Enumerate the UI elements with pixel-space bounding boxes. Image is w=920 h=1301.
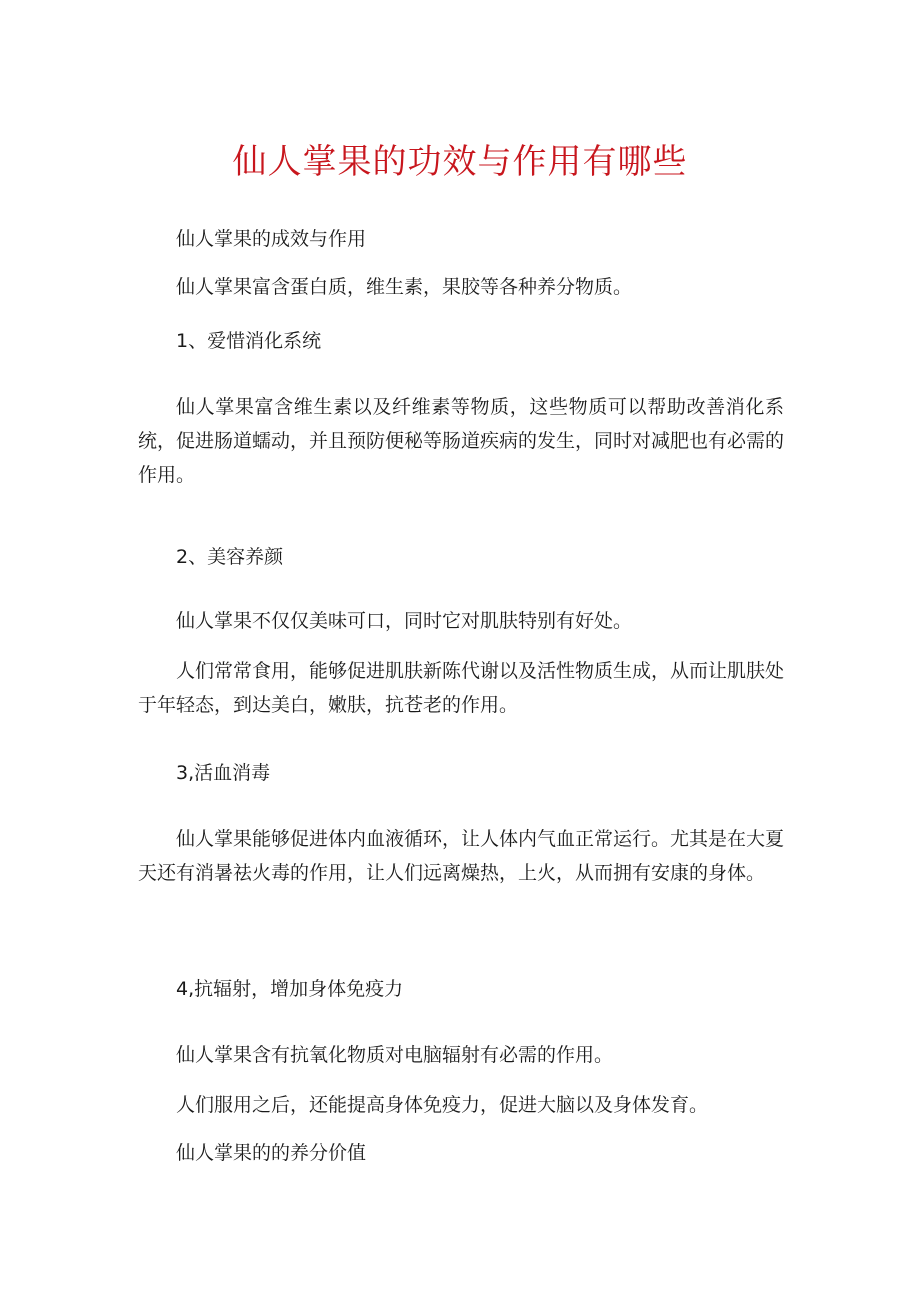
section-heading-3: 3,活血消毒 — [176, 762, 271, 784]
section-heading-4: 4,抗辐射，增加身体免疫力 — [176, 978, 404, 1000]
section-heading-2: 2、美容养颜 — [176, 546, 284, 568]
paragraph-section-2b: 人们常常食用，能够促进肌肤新陈代谢以及活性物质生成，从而让肌肤处于年轻态，到达美白，嫩肤，抗苍老的作用。 — [138, 660, 785, 716]
paragraph-intro: 仙人掌果富含蛋白质，维生素，果胶等各种养分物质。 — [176, 276, 633, 298]
section-heading-1: 1、爱惜消化系统 — [176, 330, 322, 352]
section-heading-nutrition: 仙人掌果的的养分价值 — [176, 1142, 367, 1164]
paragraph-section-4a: 仙人掌果含有抗氧化物质对电脑辐射有必需的作用。 — [176, 1044, 614, 1066]
paragraph-section-3: 仙人掌果能够促进体内血液循环，让人体内气血正常运行。尤其是在大夏天还有消暑祛火毒的作用，让人们远离燥热，上火，从而拥有安康的身体。 — [138, 828, 785, 884]
paragraph-intro-heading: 仙人掌果的成效与作用 — [176, 228, 367, 250]
paragraph-section-1: 仙人掌果富含维生素以及纤维素等物质，这些物质可以帮助改善消化系统，促进肠道蠕动，并且预防便秘等肠道疾病的发生，同时对减肥也有必需的作用。 — [138, 396, 785, 486]
document-title: 仙人掌果的功效与作用有哪些 — [232, 142, 688, 182]
paragraph-section-4b: 人们服用之后，还能提高身体免疫力，促进大脑以及身体发育。 — [176, 1094, 709, 1116]
paragraph-section-2a: 仙人掌果不仅仅美味可口，同时它对肌肤特别有好处。 — [176, 610, 633, 632]
